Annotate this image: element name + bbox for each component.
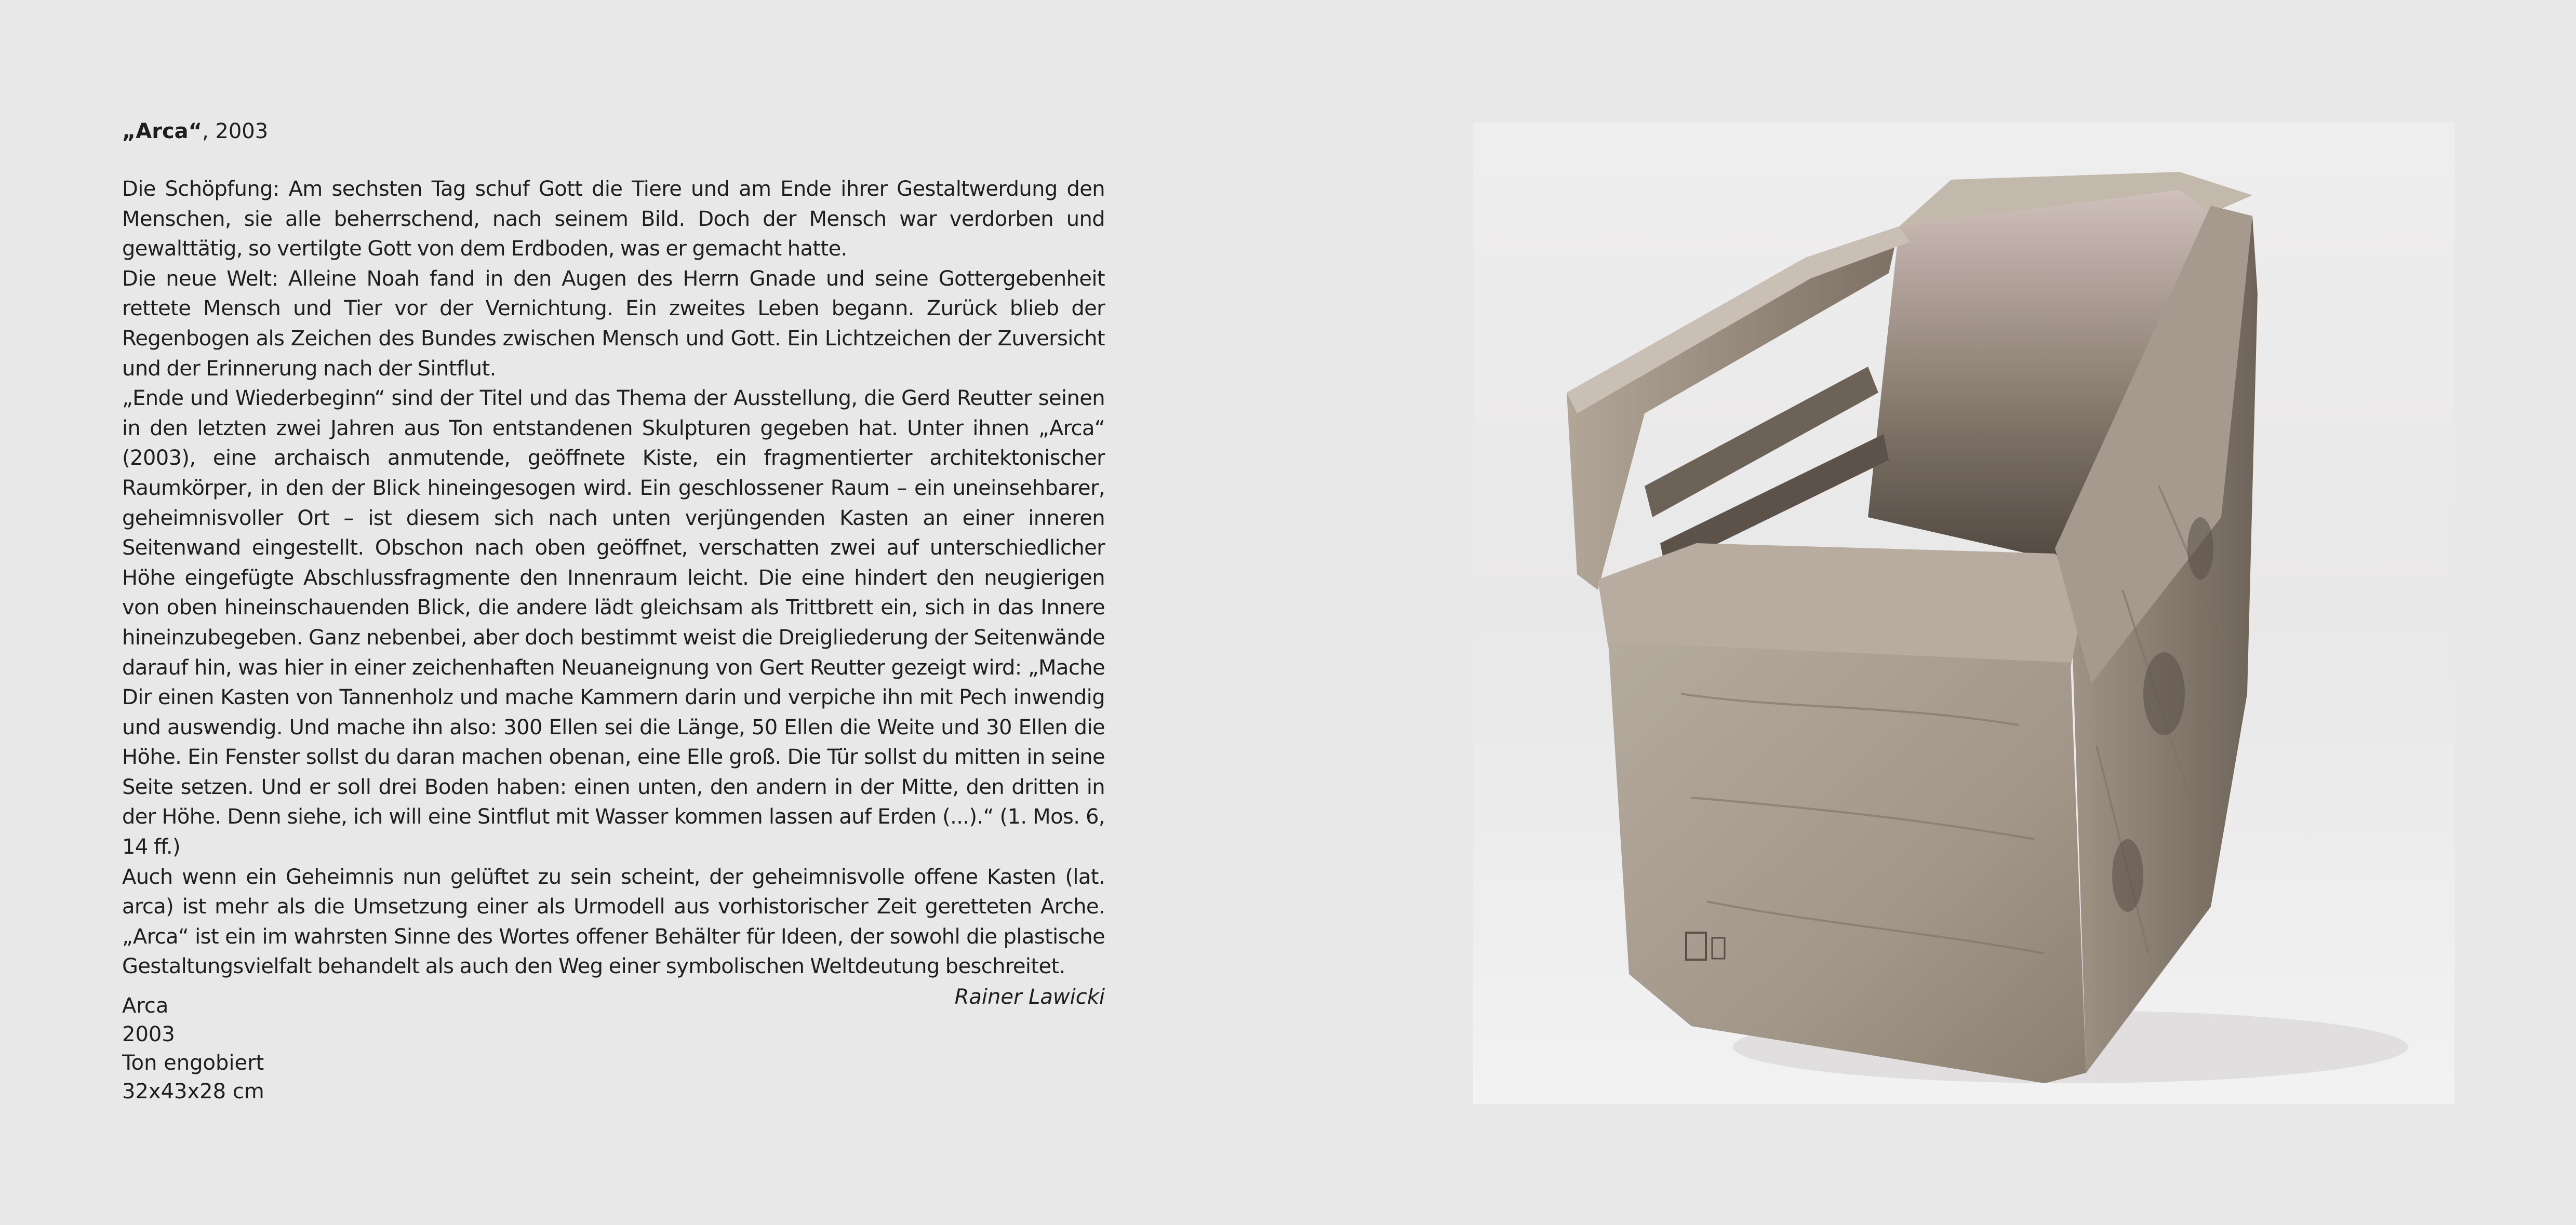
artwork-title xyxy=(122,118,1105,144)
caption-name: Arca xyxy=(122,994,169,1018)
caption-year: 2003 xyxy=(122,1022,175,1046)
caption-material: Ton engobiert xyxy=(122,1051,264,1075)
essay-paragraph-4: Auch wenn ein Geheimnis nun gelüftet zu sein scheint, der geheimnisvolle offene Kasten (lat. arca) ist mehr als die Umsetzung einer als Urmodell aus vorhistorischer Zeit geretteten Arche. „Arca“ ist ein im wahrsten Sinne des Wortes offener Behälter für Ideen, der sowohl die plastische Gestaltungsvielfalt behandelt als auch den Weg einer symbolischen Weltdeutung beschreitet. xyxy=(122,865,1105,979)
artwork-title-year: , 2003 xyxy=(202,119,269,143)
caption-dimensions: 32x43x28 cm xyxy=(122,1080,264,1103)
essay-paragraph-2: Die neue Welt: Alleine Noah fand in den Augen des Herrn Gnade und seine Gottergebenheit rettete Mensch und Tier vor der Vernichtung. Ein zweites Leben begann. Zurück blieb der Regenbogen als Zeichen des Bundes zwischen Mensch und Gott. Ein Lichtzeichen der Zuversicht und der Erinnerung nach der Sintflut. xyxy=(122,266,1105,381)
essay-text-column xyxy=(122,118,1105,1012)
artwork-title-name: „Arca“ xyxy=(122,119,202,143)
sculpture-illustration xyxy=(1473,123,2454,1104)
artwork-caption xyxy=(122,992,264,1106)
essay-paragraph-1: Die Schöpfung: Am sechsten Tag schuf Gott die Tiere und am Ende ihrer Gestaltwerdung den Menschen, sie alle beherrschend, nach seinem Bild. Doch der Mensch war verdorben und gewalttätig, so vertilgte Gott von dem Erdboden, was er gemacht hatte. xyxy=(122,177,1105,261)
essay-paragraph-3: „Ende und Wiederbeginn“ sind der Titel und das Thema der Ausstellung, die Gerd Reutter seinen in den letzten zwei Jahren aus Ton entstandenen Skulpturen gegeben hat. Unter ihnen „Arca“ (2003), eine archaisch anmutende, geöffnete Kiste, ein fragmentierter architektonischer Raumkörper, in den der Blick hineingesogen wird. Ein geschlossener Raum – ein uneinsehbarer, geheimnisvoller Ort – ist diesem sich nach unten verjüngenden Kasten an einer inneren Seitenwand eingestellt. Obschon nach oben geöffnet, verschatten zwei auf unterschiedlicher Höhe eingefügte Abschlussfragmente den Innenraum leicht. Die eine hindert den neugierigen von oben hineinschauenden Blick, die andere lädt gleichsam als Trittbrett ein, sich in das Innere hineinzubegeben. Ganz nebenbei, aber doch bestimmt weist die Dreigliederung der Seitenwände darauf hin, was hier in einer zeichenhaften Neuaneignung von Gert Reutter gezeigt wird: „Mache Dir einen Kasten von Tannenholz und mache Kammern darin und verpiche ihn mit Pech inwendig und auswendig. Und mache ihn also: 300 Ellen sei die Länge, 50 Ellen die Weite und 30 Ellen die Höhe. Ein Fenster sollst du daran machen obenan, eine Elle groß. Die Tür sollst du mitten in seine Seite setzen. Und er soll drei Boden haben: einen unten, den andern in der Mitte, den dritten in der Höhe. Denn siehe, ich will eine Sintflut mit Wasser kommen lassen auf Erden (...).“ (1. Mos. 6, 14 ff.) xyxy=(122,386,1105,859)
sculpture-photo xyxy=(1473,123,2454,1104)
author-signature: Rainer Lawicki xyxy=(954,985,1105,1009)
